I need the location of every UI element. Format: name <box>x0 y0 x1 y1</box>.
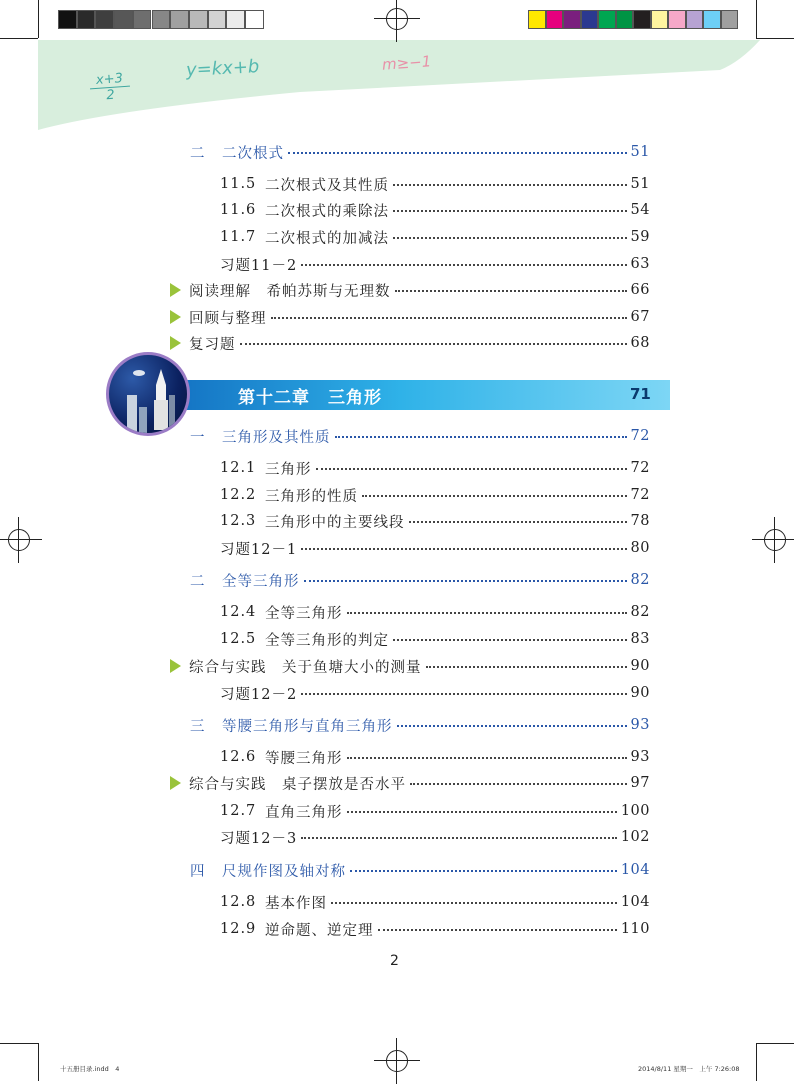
toc-entry-page: 93 <box>630 717 650 733</box>
toc-entry-page: 54 <box>630 202 650 218</box>
triangle-bullet-icon <box>170 659 181 673</box>
toc-entry[interactable] <box>220 600 650 624</box>
crop-mark <box>756 38 794 39</box>
toc-entry-title: 二次根式 <box>222 145 284 162</box>
toc-entry-page: 90 <box>630 658 650 674</box>
dot-leader <box>393 237 627 239</box>
toc-entry-title: 全等三角形的判定 <box>265 632 389 649</box>
toc-entry-title: 二次根式的加减法 <box>265 230 389 247</box>
toc-entry-title: 基本作图 <box>265 895 327 912</box>
toc-entry-number: 三 <box>190 718 206 735</box>
toc-entry-page: 104 <box>620 894 650 910</box>
toc-entry-number: 二 <box>190 573 206 590</box>
toc-entry-title: 逆命题、逆定理 <box>265 922 374 939</box>
dot-leader <box>426 666 627 668</box>
dot-leader <box>347 757 627 759</box>
dot-leader <box>304 580 627 582</box>
toc-entry-number: 12.3 <box>220 513 257 529</box>
dot-leader <box>410 783 627 785</box>
dot-leader <box>331 902 617 904</box>
toc-entry-title: 三角形及其性质 <box>222 429 331 446</box>
color-swatch <box>546 10 564 29</box>
formula-linear: y=kx+b <box>185 56 260 81</box>
toc-entry-title: 三角形中的主要线段 <box>265 514 405 531</box>
toc-entry-title: 尺规作图及轴对称 <box>222 863 346 880</box>
toc-entry[interactable] <box>190 424 650 448</box>
toc-entry[interactable] <box>220 536 650 560</box>
toc-entry[interactable] <box>220 917 650 941</box>
color-swatch <box>721 10 739 29</box>
color-swatch <box>668 10 686 29</box>
toc-entry-page: 59 <box>630 229 650 245</box>
color-swatch <box>616 10 634 29</box>
crop-mark <box>756 0 757 38</box>
dot-leader <box>288 152 627 154</box>
color-swatch <box>58 10 77 29</box>
toc-entry[interactable] <box>190 568 650 592</box>
dot-leader <box>409 521 627 523</box>
toc-entry-number: 12.2 <box>220 487 257 503</box>
toc-entry-number: 12.9 <box>220 921 257 937</box>
color-swatch <box>563 10 581 29</box>
toc-entry[interactable] <box>220 225 650 249</box>
crop-mark <box>0 38 38 39</box>
grayscale-calibration-bar <box>58 10 264 29</box>
toc-entry[interactable] <box>220 745 650 769</box>
dot-leader <box>393 639 627 641</box>
crop-mark <box>38 0 39 38</box>
toc-entry-title: 习题12－2 <box>220 686 298 703</box>
toc-entry-page: 97 <box>630 775 650 791</box>
toc-entry[interactable] <box>170 278 650 302</box>
toc-entry[interactable] <box>220 890 650 914</box>
toc-entry[interactable] <box>170 771 650 795</box>
toc-entry[interactable] <box>220 198 650 222</box>
toc-entry-title: 直角三角形 <box>265 804 343 821</box>
toc-entry-number: 四 <box>190 863 206 880</box>
formula-inequality: m≥−1 <box>381 52 432 74</box>
toc-entry-title: 二次根式及其性质 <box>265 177 389 194</box>
toc-entry-title: 综合与实践 关于鱼塘大小的测量 <box>189 659 422 676</box>
toc-entry-page: 51 <box>630 144 650 160</box>
toc-entry-number: 12.8 <box>220 894 257 910</box>
toc-entry-title: 习题12－3 <box>220 830 298 847</box>
triangle-bullet-icon <box>170 310 181 324</box>
toc-entry-page: 67 <box>630 309 650 325</box>
toc-entry-page: 63 <box>630 256 650 272</box>
toc-entry-page: 66 <box>630 282 650 298</box>
color-swatch <box>152 10 171 29</box>
toc-entry-number: 二 <box>190 145 206 162</box>
toc-entry-page: 83 <box>630 631 650 647</box>
toc-entry-title: 复习题 <box>189 336 236 353</box>
toc-entry-page: 100 <box>620 803 650 819</box>
toc-entry-title: 二次根式的乘除法 <box>265 203 389 220</box>
dot-leader <box>347 612 627 614</box>
toc-entry-title: 习题12－1 <box>220 541 298 558</box>
color-swatch <box>581 10 599 29</box>
triangle-bullet-icon <box>170 336 181 350</box>
color-swatch <box>114 10 133 29</box>
registration-mark-top <box>382 4 412 34</box>
toc-entry-title: 阅读理解 希帕苏斯与无理数 <box>189 283 391 300</box>
chapter-title: 第十二章 三角形 <box>238 388 382 408</box>
rocket-icon <box>109 355 190 436</box>
toc-entry[interactable] <box>220 509 650 533</box>
page-number: 2 <box>390 953 399 969</box>
toc-entry-title: 全等三角形 <box>222 573 300 590</box>
toc-entry-page: 82 <box>630 572 650 588</box>
color-swatch <box>703 10 721 29</box>
toc-entry-title: 等腰三角形与直角三角形 <box>222 718 393 735</box>
footer-timestamp: 2014/8/11 星期一 上午 7:26:08 <box>638 1065 740 1073</box>
toc-entry-title: 三角形的性质 <box>265 488 358 505</box>
dot-leader <box>335 436 627 438</box>
toc-entry-page: 104 <box>620 862 650 878</box>
toc-entry-page: 82 <box>630 604 650 620</box>
toc-entry-number: 11.5 <box>220 176 257 192</box>
toc-entry[interactable] <box>220 252 650 276</box>
toc-entry[interactable] <box>220 483 650 507</box>
toc-entry-page: 102 <box>620 829 650 845</box>
registration-mark-left <box>4 525 34 555</box>
toc-entry-page: 78 <box>630 513 650 529</box>
triangle-bullet-icon <box>170 283 181 297</box>
toc-entry-title: 等腰三角形 <box>265 750 343 767</box>
toc-entry[interactable] <box>170 654 650 678</box>
color-calibration-bar <box>528 10 738 29</box>
toc-entry[interactable] <box>190 140 650 164</box>
toc-entry-page: 68 <box>630 335 650 351</box>
toc-entry[interactable] <box>220 681 650 705</box>
toc-entry[interactable] <box>220 627 650 651</box>
color-swatch <box>226 10 245 29</box>
dot-leader <box>393 210 627 212</box>
dot-leader <box>301 693 626 695</box>
triangle-bullet-icon <box>170 776 181 790</box>
toc-entry-title: 综合与实践 桌子摆放是否水平 <box>189 776 406 793</box>
dot-leader <box>301 548 626 550</box>
color-swatch <box>77 10 96 29</box>
formula-fraction <box>89 71 131 105</box>
dot-leader <box>347 811 617 813</box>
toc-entry-title: 习题11－2 <box>220 257 298 274</box>
toc-entry[interactable] <box>170 331 650 355</box>
formula-numerator: x+3 <box>89 71 130 90</box>
toc-entry-page: 72 <box>630 460 650 476</box>
chapter-rocket-image <box>106 352 190 436</box>
color-swatch <box>208 10 227 29</box>
color-swatch <box>189 10 208 29</box>
crop-mark <box>756 1043 794 1044</box>
crop-mark <box>0 1043 38 1044</box>
color-swatch <box>633 10 651 29</box>
toc-entry-page: 90 <box>630 685 650 701</box>
color-swatch <box>133 10 152 29</box>
toc-entry-page: 80 <box>630 540 650 556</box>
dot-leader <box>240 343 627 345</box>
toc-entry-page: 72 <box>630 428 650 444</box>
toc-entry-number: 一 <box>190 429 206 446</box>
registration-mark-right <box>760 525 790 555</box>
toc-entry[interactable] <box>220 172 650 196</box>
registration-mark-bottom <box>382 1046 412 1076</box>
crop-mark <box>38 1043 39 1081</box>
crop-mark <box>756 1043 757 1081</box>
toc-entry-title: 全等三角形 <box>265 605 343 622</box>
color-swatch <box>245 10 264 29</box>
dot-leader <box>362 495 627 497</box>
dot-leader <box>316 468 627 470</box>
footer-file-name: 十五册目录.indd 4 <box>60 1065 120 1073</box>
toc-entry[interactable] <box>220 799 650 823</box>
toc-entry-number: 11.6 <box>220 202 257 218</box>
dot-leader <box>378 929 617 931</box>
toc-entry[interactable] <box>220 825 650 849</box>
color-swatch <box>95 10 114 29</box>
color-swatch <box>170 10 189 29</box>
toc-entry-number: 12.1 <box>220 460 257 476</box>
dot-leader <box>301 264 626 266</box>
toc-entry[interactable] <box>220 456 650 480</box>
toc-entry-number: 12.5 <box>220 631 257 647</box>
color-swatch <box>651 10 669 29</box>
toc-entry[interactable] <box>170 305 650 329</box>
toc-entry-page: 93 <box>630 749 650 765</box>
toc-entry-title: 回顾与整理 <box>189 310 267 327</box>
toc-entry-number: 12.6 <box>220 749 257 765</box>
dot-leader <box>395 290 627 292</box>
chapter-page: 71 <box>630 385 651 403</box>
toc-entry-page: 110 <box>620 921 650 937</box>
formula-denominator: 2 <box>105 87 116 104</box>
dot-leader <box>301 837 617 839</box>
color-swatch <box>528 10 546 29</box>
toc-entry-page: 72 <box>630 487 650 503</box>
toc-entry-page: 51 <box>630 176 650 192</box>
color-swatch <box>686 10 704 29</box>
dot-leader <box>271 317 627 319</box>
toc-entry[interactable] <box>190 858 650 882</box>
toc-entry-number: 11.7 <box>220 229 257 245</box>
dot-leader <box>397 725 627 727</box>
color-swatch <box>598 10 616 29</box>
toc-entry-number: 12.4 <box>220 604 257 620</box>
toc-entry-number: 12.7 <box>220 803 257 819</box>
dot-leader <box>393 184 627 186</box>
dot-leader <box>350 870 617 872</box>
toc-entry-title: 三角形 <box>265 461 312 478</box>
toc-entry[interactable] <box>190 713 650 737</box>
